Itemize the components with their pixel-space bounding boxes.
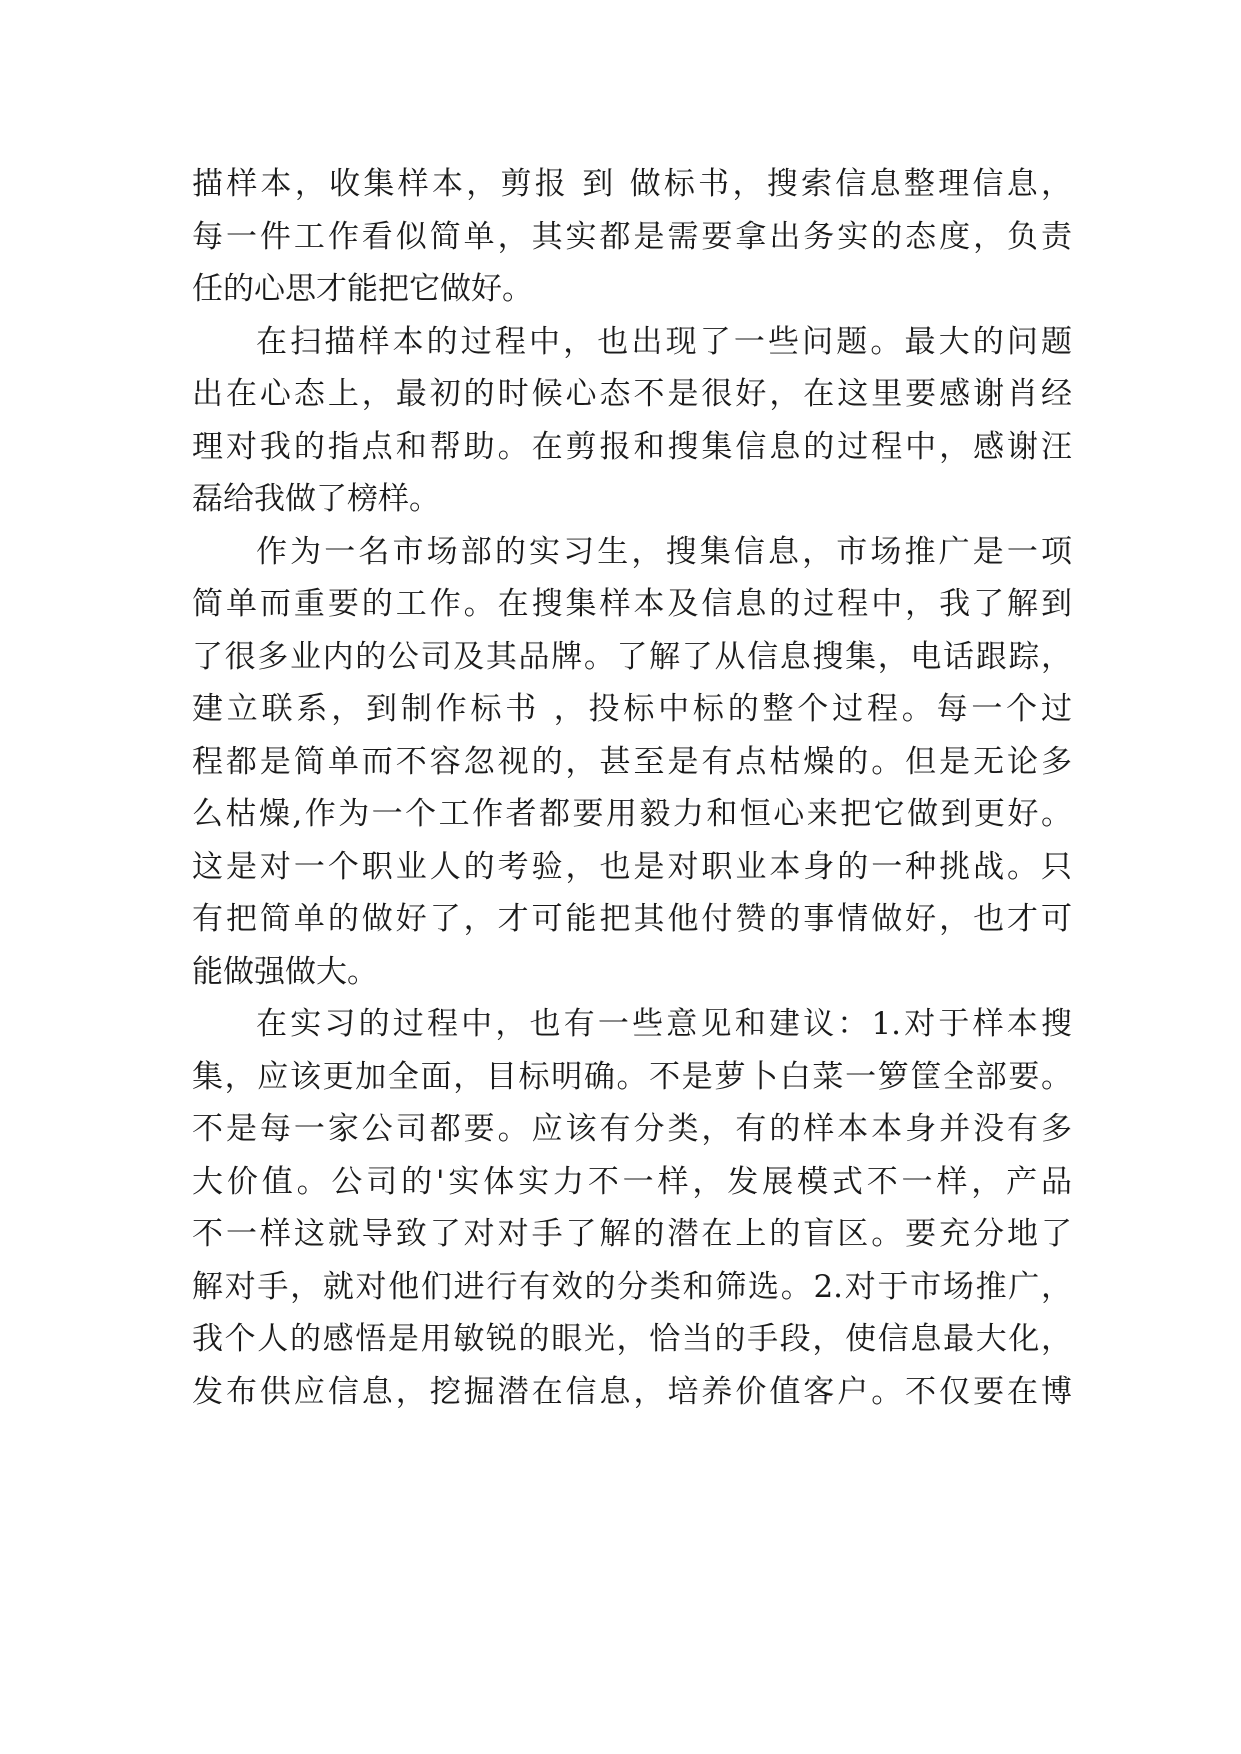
text-line: 程都是简单而不容忽视的，甚至是有点枯燥的。但是无论多	[192, 743, 1072, 780]
paragraph-4	[192, 998, 1072, 1418]
text-line: 我个人的感悟是用敏锐的眼光，恰当的手段，使信息最大化，	[192, 1321, 1072, 1357]
paragraph-3	[192, 526, 1072, 999]
text-line: 任的心思才能把它做好。	[192, 271, 533, 307]
text-line: 描样本，收集样本，剪报 到 做标书，搜索信息整理信息，	[192, 166, 1072, 202]
body-text	[192, 158, 1072, 1418]
text-line: 不是每一家公司都要。应该有分类，有的样本本身并没有多	[192, 1111, 1072, 1147]
paragraph-2	[192, 316, 1072, 526]
text-line: 了很多业内的公司及其品牌。了解了从信息搜集，电话跟踪，	[192, 638, 1072, 675]
text-line: 建立联系，到制作标书 ，投标中标的整个过程。每一个过	[192, 691, 1072, 727]
text-line: 能做强做大。	[192, 953, 378, 990]
text-line: 每一件工作看似简单，其实都是需要拿出务实的态度，负责	[192, 218, 1072, 255]
text-line: 出在心态上，最初的时候心态不是很好，在这里要感谢肖经	[192, 376, 1072, 412]
text-line: 么枯燥,作为一个工作者都要用毅力和恒心来把它做到更好。	[192, 796, 1072, 832]
text-line: 解对手，就对他们进行有效的分类和筛选。2.对于市场推广，	[192, 1268, 1072, 1305]
paragraph-1	[192, 158, 1072, 316]
text-line: 在实习的过程中，也有一些意见和建议：1.对于样本搜	[256, 1006, 1072, 1042]
text-line: 在扫描样本的过程中，也出现了一些问题。最大的问题	[256, 323, 1072, 360]
text-line: 有把简单的做好了，才可能把其他付赞的事情做好，也才可	[192, 901, 1072, 937]
text-line: 作为一名市场部的实习生，搜集信息，市场推广是一项	[256, 533, 1072, 570]
text-line: 不一样这就导致了对对手了解的潜在上的盲区。要充分地了	[192, 1216, 1072, 1252]
text-line: 磊给我做了榜样。	[192, 481, 440, 517]
text-line: 简单而重要的工作。在搜集样本及信息的过程中，我了解到	[192, 586, 1072, 622]
text-line: 这是对一个职业人的考验，也是对职业本身的一种挑战。只	[192, 848, 1072, 885]
text-line: 理对我的指点和帮助。在剪报和搜集信息的过程中，感谢汪	[192, 428, 1072, 465]
text-line: 发布供应信息，挖掘潜在信息，培养价值客户。不仅要在博	[192, 1373, 1072, 1410]
text-line: 大价值。公司的'实体实力不一样，发展模式不一样，产品	[192, 1163, 1072, 1200]
text-line: 集，应该更加全面，目标明确。不是萝卜白菜一箩筐全部要。	[192, 1058, 1072, 1095]
